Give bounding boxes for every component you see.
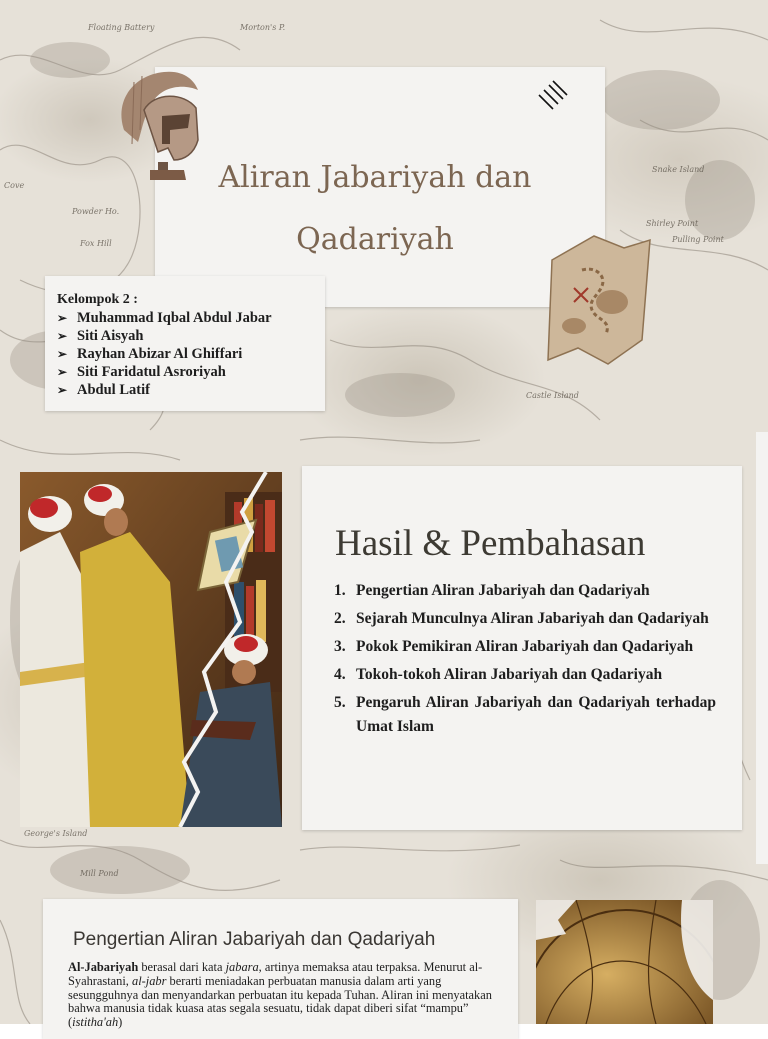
page-title: Aliran Jabariyah dan Qadariyah: [218, 160, 532, 257]
arrow-bullet-icon: ➢: [57, 383, 68, 397]
body-text: , artinya memaksa atau terpaksa. Menurut al-Syahrastani,: [68, 960, 483, 988]
map-label: Mill Pond: [80, 869, 119, 878]
lines-decoration-icon: [535, 77, 571, 113]
item-text: Pengertian Aliran Jabariyah dan Qadariyah: [356, 582, 650, 599]
member-name: Muhammad Iqbal Abdul Jabar: [77, 310, 272, 326]
results-card: [302, 466, 742, 830]
definition-card: [43, 899, 518, 1039]
map-label: Morton's P.: [240, 23, 286, 32]
map-label: Castle Island: [526, 391, 579, 400]
map-label: Cove: [4, 181, 25, 190]
list-item: [57, 327, 272, 345]
title-card: [155, 67, 605, 307]
item-text: Pokok Pemikiran Aliran Jabariyah dan Qadariyah: [356, 638, 694, 655]
member-name: Siti Aisyah: [77, 328, 144, 344]
item-number: 3.: [334, 638, 346, 655]
definition-title: Pengertian Aliran Jabariyah dan Qadariyah: [73, 929, 436, 950]
italic-term: istitha'ah: [72, 1015, 119, 1030]
list-item: [334, 635, 716, 659]
member-name: Siti Faridatul Asroriyah: [77, 364, 226, 380]
list-item: [57, 345, 272, 363]
group-heading: Kelompok 2 :: [57, 292, 138, 307]
item-number: 1.: [334, 582, 346, 599]
term-jabariyah: Al-Jabariyah: [68, 960, 139, 974]
map-label: Shirley Point: [646, 219, 699, 228]
item-text: Tokoh-tokoh Aliran Jabariyah dan Qadariyah: [356, 666, 663, 683]
map-label: George's Island: [24, 829, 88, 838]
item-number: 4.: [334, 666, 346, 683]
item-text: Pengaruh Aliran Jabariyah dan Qadariyah terhadap Umat Islam: [356, 694, 716, 735]
list-item: [57, 381, 272, 399]
arrow-bullet-icon: ➢: [57, 329, 68, 343]
body-text: berasal dari kata: [138, 960, 226, 974]
map-label: Pulling Point: [672, 235, 724, 244]
map-label: Fox Hill: [80, 239, 112, 248]
item-number: 2.: [334, 610, 346, 627]
body-text: berarti meniadakan perbuatan manusia dalam arti yang sesungguhnya dan menyandarkan perbuatan itu kepada Tuhan. Aliran ini menyatakan bahwa manusia tidak kuasa atas segala sesuatu, tidak dapat diberi sifat “mampu” (: [68, 973, 492, 1030]
italic-term: al-jabr: [132, 973, 167, 988]
member-list: [57, 309, 272, 399]
list-item: [57, 309, 272, 327]
item-text: Sejarah Munculnya Aliran Jabariyah dan Qadariyah: [356, 610, 709, 627]
italic-term: jabara: [225, 960, 259, 974]
body-text: ): [118, 1015, 123, 1030]
arrow-bullet-icon: ➢: [57, 347, 68, 361]
list-item: [334, 579, 716, 603]
list-item: [334, 663, 716, 687]
next-slide-edge: [756, 432, 768, 864]
map-label: Snake Island: [652, 165, 705, 174]
treasure-map-icon: [542, 230, 654, 370]
group-member-card: [45, 276, 325, 411]
list-item: [334, 607, 716, 631]
antique-globe-image: [536, 900, 713, 1024]
map-label: Floating Battery: [88, 23, 155, 32]
list-item: [57, 363, 272, 381]
list-item: [334, 691, 716, 739]
arrow-bullet-icon: ➢: [57, 365, 68, 379]
scholars-painting-image: [20, 472, 282, 827]
spartan-helmet-icon: [114, 70, 202, 190]
topic-list: [334, 579, 716, 743]
arrow-bullet-icon: ➢: [57, 311, 68, 325]
section-title: Hasil & Pembahasan: [335, 523, 646, 564]
item-number: 5.: [334, 694, 346, 711]
member-name: Abdul Latif: [77, 382, 150, 398]
definition-body: [68, 961, 496, 1030]
map-label: Powder Ho.: [72, 207, 120, 216]
member-name: Rayhan Abizar Al Ghiffari: [77, 346, 243, 362]
